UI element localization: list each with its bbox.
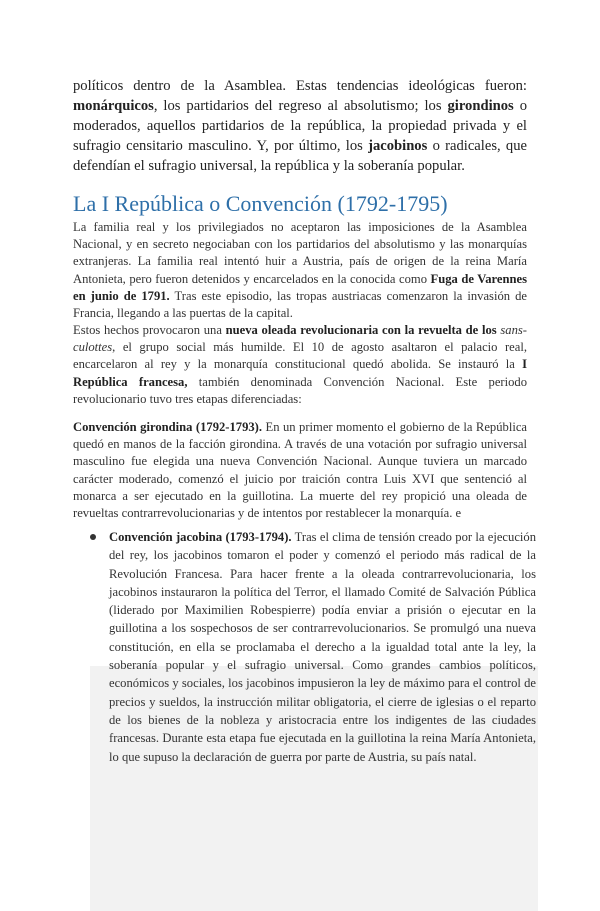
term-i-republica: I República francesa, — [73, 357, 527, 389]
text-run: Estos hechos provocaron una — [73, 323, 226, 337]
text-run: o moderados, aquellos partidarios de la república, la propiedad privada y el sufragio censitario masculino. Y, por último, los — [73, 98, 527, 154]
bullet-dot-icon — [90, 534, 96, 540]
paragraph-revolutionary-wave — [73, 322, 527, 408]
text-run: , los partidarios del regreso al absolutismo; los — [153, 98, 448, 114]
paragraph-convencion-girondina — [73, 419, 527, 522]
term-girondinos: girondinos — [447, 98, 514, 114]
text-run: , el grupo social más humilde. El 10 de agosto asaltaron el palacio real, encarcelaron al rey y la monarquía constitucional quedó abolida. Se instauró la — [73, 340, 527, 372]
paragraph-political-tendencies — [73, 76, 527, 176]
term-fuga-de-varennes: Fuga de Varennes en junio de 1791. — [73, 271, 527, 303]
section-heading: La I República o Convención (1792-1795) — [73, 191, 448, 216]
text-run: también denominada Convención Nacional. Este periodo revolucionario tuvo tres etapas diferenciadas: — [73, 374, 528, 406]
text-run: En un primer momento el gobierno de la República quedó en manos de la facción girondina. A través de una votación por sufragio universal masculino fue elegida una nueva Convención Nacional. Aunque tuviera un marcado carácter moderado, comenzó el juicio por traición contra Luis XVI que sentenció al monarca a ser ejecutado en la guillotina. La muerte del rey propició una oleada de revueltas contrarrevolucionarias y de intentos por restablecer la monarquía. e — [73, 420, 527, 521]
term-convencion-girondina: Convención girondina (1792-1793). — [73, 420, 263, 434]
text-run: políticos dentro de la Asamblea. Estas tendencias ideológicas fueron: — [73, 78, 527, 94]
text-run: o radicales, que defendían el sufragio universal, la república y la soberanía popular. — [73, 138, 527, 174]
text-run: Tras este episodio, las tropas austriacas comenzaron la invasión de Francia, llegando a las puertas de la capital. — [73, 288, 528, 321]
list-item-convencion-jacobina — [109, 528, 536, 766]
term-convencion-jacobina: Convención jacobina (1793-1794). — [109, 530, 292, 544]
text-run: La familia real y los privilegiados no aceptaron las imposiciones de la Asamblea Nacional, y en secreto negociaban con los partidarios del absolutismo y las monarquías extranjeras. La familia real intentó huir a Austria, país de origen de la reina María Antonieta, pero fueron detenidos y encarcelados en la conocida como — [73, 220, 527, 286]
term-jacobinos: jacobinos — [368, 138, 428, 154]
term-monarquicos: monárquicos — [73, 98, 154, 114]
term-sans-culottes: sans-culottes — [73, 323, 527, 355]
paragraph-royal-family — [73, 219, 527, 322]
text-run: Tras el clima de tensión creado por la ejecución del rey, los jacobinos tomaron el poder y comenzó el periodo más radical de la Revolución Francesa. Para hacer frente a la oleada contrarrevolucionaria, los jacobinos instauraron la política del Terror, el llamado Comité de Salvación Pública (liderado por Maximilien Robespierre) podía enviar a prisión o ejecutar en la guillotina a los sospechosos de ser contrarrevolucionarios. Se promulgó una nueva constitución, en ella se proclamaba el derecho a la igualdad total ante la ley, la soberanía popular y el sufragio universal. Como grandes cambios políticos, económicos y sociales, los jacobinos impusieron la ley de máximo para el control de precios y sueldos, la instrucción militar obligatoria, el cierre de iglesias o el reparto de los bienes de la nobleza y aristocracia entre los indigentes de las ciudades francesas. Durante esta etapa fue ejecutada en la guillotina la reina María Antonieta, lo que supuso la declaración de guerra por parte de Austria, su país natal. — [109, 530, 536, 764]
term-nueva-oleada: nueva oleada revolucionaria con la revuelta de los — [225, 323, 497, 337]
bullet-list — [90, 528, 546, 770]
